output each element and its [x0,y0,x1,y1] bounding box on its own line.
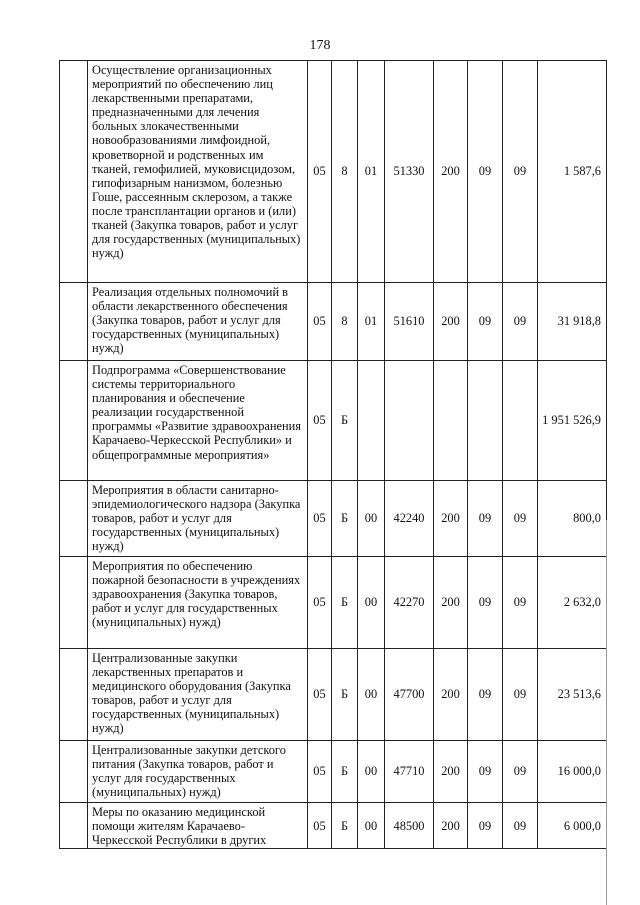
expense-type-code: 200 [434,283,468,361]
empty-cell [60,649,88,741]
scan-edge-line [606,520,607,905]
amount: 800,0 [538,481,607,557]
subsection-code: 09 [503,61,538,283]
section-code: 09 [468,61,503,283]
empty-cell [60,61,88,283]
section-code [468,361,503,481]
direction-code: 47710 [385,741,434,803]
page-number: 178 [309,38,331,53]
table-row [60,481,607,557]
amount: 1 951 526,9 [538,361,607,481]
program-code: 05 [308,283,332,361]
table-row [60,741,607,803]
table-row [60,649,607,741]
main-event-code: 00 [358,741,385,803]
expense-type-code [434,361,468,481]
amount: 23 513,6 [538,649,607,741]
direction-code: 51610 [385,283,434,361]
amount: 6 000,0 [538,803,607,849]
row-name: Меры по оказанию медицинской помощи жителям Карачаево-Черкесской Республики в других [88,803,308,849]
empty-cell [60,803,88,849]
section-code: 09 [468,557,503,649]
expense-type-code: 200 [434,741,468,803]
main-event-code: 01 [358,283,385,361]
amount: 31 918,8 [538,283,607,361]
subsection-code: 09 [503,481,538,557]
main-event-code: 00 [358,481,385,557]
row-name: Мероприятия в области санитарно-эпидемиологического надзора (Закупка товаров, работ и услуг для государственных (муниципальных) нужд) [88,481,308,557]
row-name: Подпрограмма «Совершенствование системы территориального планирования и обеспечение реализации государственной программы «Развитие здравоохранения Карачаево-Черкесской Республики» и общепрограммные мероприятия» [88,361,308,481]
program-code: 05 [308,741,332,803]
expense-type-code: 200 [434,649,468,741]
section-code: 09 [468,481,503,557]
subprogram-code: Б [332,557,358,649]
empty-cell [60,283,88,361]
subprogram-code: Б [332,361,358,481]
empty-cell [60,741,88,803]
main-event-code: 01 [358,61,385,283]
expense-type-code: 200 [434,481,468,557]
amount: 16 000,0 [538,741,607,803]
row-name: Централизованные закупки детского питания (Закупка товаров, работ и услуг для государственных (муниципальных) нужд) [88,741,308,803]
row-name: Осуществление организационных мероприятий по обеспечению лиц лекарственными препаратами, предназначенными для лечения больных злокачественными новообразованиями лимфоидной, кроветворной и родственных им тканей, гемофилией, муковисцидозом, гипофизарным нанизмом, болезнью Гоше, рассеянным склерозом, а также после трансплантации органов и (или) тканей (Закупка товаров, работ и услуг для государственных (муниципальных) нужд) [88,61,308,283]
subsection-code: 09 [503,649,538,741]
program-code: 05 [308,803,332,849]
row-name: Мероприятия по обеспечению пожарной безопасности в учреждениях здравоохранения (Закупка товаров, работ и услуг для государственных (муниципальных) нужд) [88,557,308,649]
program-code: 05 [308,61,332,283]
subsection-code: 09 [503,283,538,361]
direction-code: 42270 [385,557,434,649]
subprogram-code: 8 [332,283,358,361]
main-event-code: 00 [358,803,385,849]
program-code: 05 [308,361,332,481]
subsection-code: 09 [503,803,538,849]
section-code: 09 [468,803,503,849]
expense-type-code: 200 [434,61,468,283]
expense-type-code: 200 [434,803,468,849]
row-name: Централизованные закупки лекарственных препаратов и медицинского оборудования (Закупка товаров, работ и услуг для государственных (муниципальных) нужд) [88,649,308,741]
subsection-code: 09 [503,557,538,649]
subprogram-code: Б [332,649,358,741]
subprogram-code: Б [332,481,358,557]
amount: 2 632,0 [538,557,607,649]
main-event-code: 00 [358,557,385,649]
section-code: 09 [468,283,503,361]
program-code: 05 [308,557,332,649]
direction-code [385,361,434,481]
table-row [60,557,607,649]
program-code: 05 [308,649,332,741]
table-row [60,361,607,481]
table-row [60,283,607,361]
empty-cell [60,361,88,481]
budget-table [59,60,607,849]
direction-code: 47700 [385,649,434,741]
expense-type-code: 200 [434,557,468,649]
direction-code: 51330 [385,61,434,283]
amount: 1 587,6 [538,61,607,283]
subprogram-code: Б [332,803,358,849]
subsection-code [503,361,538,481]
empty-cell [60,481,88,557]
program-code: 05 [308,481,332,557]
subprogram-code: Б [332,741,358,803]
subsection-code: 09 [503,741,538,803]
row-name: Реализация отдельных полномочий в области лекарственного обеспечения (Закупка товаров, работ и услуг для государственных (муниципальных) нужд) [88,283,308,361]
table-row [60,803,607,849]
main-event-code: 00 [358,649,385,741]
direction-code: 42240 [385,481,434,557]
empty-cell [60,557,88,649]
main-event-code [358,361,385,481]
table-row [60,61,607,283]
direction-code: 48500 [385,803,434,849]
subprogram-code: 8 [332,61,358,283]
section-code: 09 [468,649,503,741]
section-code: 09 [468,741,503,803]
